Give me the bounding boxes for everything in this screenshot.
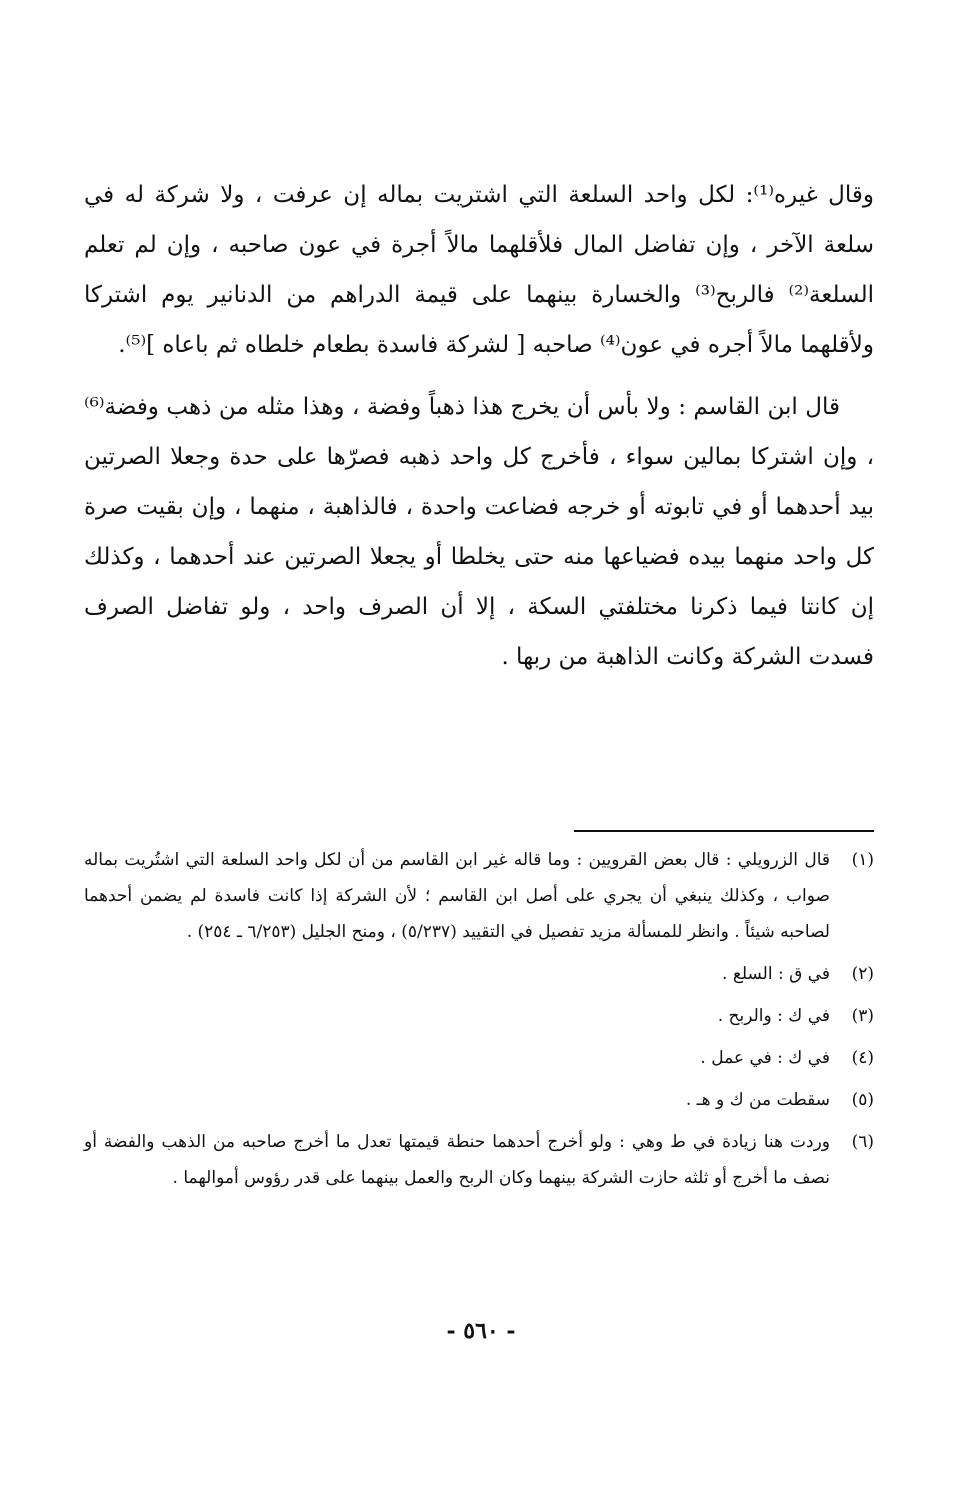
footnote-text: في ك : والربح . bbox=[717, 1006, 830, 1026]
footnote-5 bbox=[84, 1082, 874, 1118]
footnote-number: (٣) bbox=[851, 1006, 874, 1026]
footnote-4 bbox=[84, 1040, 874, 1076]
page-number: - ٥٦٠ - bbox=[446, 1318, 516, 1344]
footnote-text: وردت هنا زيادة في ط وهي : ولو أخرج أحدهما حنطة قيمتها تعدل ما أخرج صاحبه من الذهب والفضة أو نصف ما أخرج أو ثلثه حازت الشركة بينهما وكان الربح والعمل بينهما على قدر رؤوس أموالهما . bbox=[84, 1132, 830, 1188]
footnote-number: (٤) bbox=[851, 1048, 874, 1068]
footnote-text: سقطت من ك و هـ . bbox=[685, 1090, 830, 1110]
footnote-text: قال الزرويلي : قال بعض القرويين : وما قاله غير ابن القاسم من أن لكل واحد السلعة التي اشتُريت بماله صواب ، وكذلك ينبغي أن يجري على أصل ابن القاسم ؛ لأن الشركة إذا كانت فاسدة لم يضمن أحدهما لصاحبه شيئاً . وانظر للمسألة مزيد تفصيل في التقييد (٥/٢٣٧) ، ومنح الجليل (٦/٢٥٣ ـ ٢٥٤) . bbox=[84, 850, 830, 942]
footnote-3 bbox=[84, 998, 874, 1034]
footnote-number: (٢) bbox=[851, 964, 874, 984]
footnote-text: في ك : في عمل . bbox=[700, 1048, 830, 1068]
footnote-2 bbox=[84, 956, 874, 992]
footnote-number: (٥) bbox=[851, 1090, 874, 1110]
paragraph-2: قال ابن القاسم : ولا بأس أن يخرج هذا ذهباً وفضة ، وهذا مثله من ذهب وفضة⁽⁶⁾ ، وإن اشتركا بمالين سواء ، فأخرج كل واحد ذهبه فصرّها على حدة وجعلا الصرتين بيد أحدهما أو في تابوته أو خرجه فضاعت واحدة ، فالذاهبة ، منهما ، وإن بقيت صرة كل واحد منهما بيده فضياعها منه حتى يخلطا أو يجعلا الصرتين عند أحدهما ، وكذلك إن كانتا فيما ذكرنا مختلفتي السكة ، إلا أن الصرف واحد ، ولو تفاضل الصرف فسدت الشركة وكانت الذاهبة من ربها . bbox=[84, 394, 874, 670]
footnote-separator bbox=[574, 830, 874, 832]
paragraph-1: وقال غيره⁽¹⁾: لكل واحد السلعة التي اشتريت بماله إن عرفت ، ولا شركة له في سلعة الآخر ، وإن تفاضل المال فلأقلهما مالاً أجرة في عون صاحبه ، وإن لم تعلم السلعة⁽²⁾ فالربح⁽³⁾ والخسارة بينهما على قيمة الدراهم من الدنانير يوم اشتركا ولأقلهما مالاً أجره في عون⁽⁴⁾ صاحبه [ لشركة فاسدة بطعام خلطاه ثم باعاه ]⁽⁵⁾. bbox=[84, 182, 874, 358]
main-text bbox=[84, 170, 874, 682]
footnote-number: (٦) bbox=[851, 1132, 874, 1152]
footnote-number: (١) bbox=[851, 850, 874, 870]
footnotes bbox=[84, 842, 874, 1202]
footnote-1 bbox=[84, 842, 874, 950]
footnote-6 bbox=[84, 1124, 874, 1196]
footnote-text: في ق : السلع . bbox=[722, 964, 830, 984]
